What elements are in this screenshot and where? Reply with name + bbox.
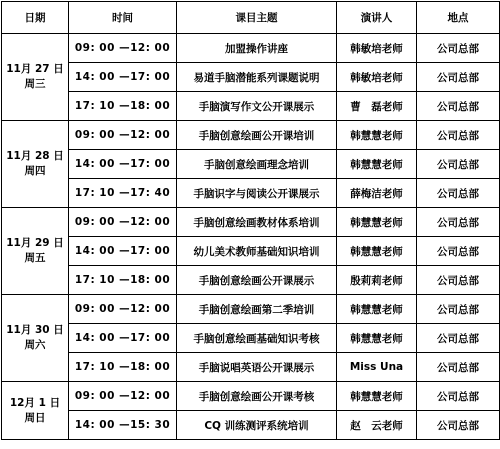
time-cell: 14: 00 —17: 00 [69,324,177,353]
table-row [2,150,500,179]
date-text: 11月 29 日 [6,237,64,249]
table-row [2,92,500,121]
date-cell [2,121,69,208]
speaker-cell: 韩慧慧老师 [337,121,417,150]
speaker-cell: 韩慧慧老师 [337,208,417,237]
time-cell: 14: 00 —17: 00 [69,63,177,92]
place-cell: 公司总部 [417,179,500,208]
weekday-text: 周日 [24,411,46,424]
table-row [2,237,500,266]
topic-cell: 手脑演写作文公开课展示 [177,92,337,121]
header-time: 时间 [69,2,177,34]
table-row [2,353,500,382]
topic-cell: 手脑创意绘画基础知识考核 [177,324,337,353]
speaker-cell: 韩慧慧老师 [337,324,417,353]
speaker-cell: 韩慧慧老师 [337,150,417,179]
table-row [2,382,500,411]
topic-cell: 手脑创意绘画公开课培训 [177,121,337,150]
topic-cell: 手脑创意绘画公开课展示 [177,266,337,295]
table-row [2,121,500,150]
speaker-cell: 赵 云老师 [337,411,417,440]
header-row [2,2,500,34]
header-date: 日期 [2,2,69,34]
weekday-text: 周四 [24,165,46,177]
topic-cell: CQ 训练测评系统培训 [177,411,337,440]
speaker-cell: 韩慧慧老师 [337,295,417,324]
topic-cell: 手脑创意绘画理念培训 [177,150,337,179]
speaker-cell: 韩慧慧老师 [337,237,417,266]
place-cell: 公司总部 [417,237,500,266]
date-text: 11月 28 日 [6,150,64,162]
date-text: 12月 1 日 [9,396,61,409]
time-cell: 17: 10 —17: 40 [69,179,177,208]
table-row [2,411,500,440]
place-cell: 公司总部 [417,382,500,411]
table-row [2,295,500,324]
weekday-text: 周五 [24,252,46,264]
schedule-body [2,34,500,440]
place-cell: 公司总部 [417,353,500,382]
topic-cell: 加盟操作讲座 [177,34,337,63]
date-cell [2,382,69,440]
time-cell: 09: 00 —12: 00 [69,34,177,63]
speaker-cell: 韩慧慧老师 [337,382,417,411]
time-cell: 14: 00 —15: 30 [69,411,177,440]
date-cell [2,295,69,382]
topic-cell: 手脑创意绘画教材体系培训 [177,208,337,237]
topic-cell: 手脑创意绘画公开课考核 [177,382,337,411]
time-cell: 17: 10 —18: 00 [69,266,177,295]
time-cell: 17: 10 —18: 00 [69,92,177,121]
speaker-cell: 韩敏培老师 [337,63,417,92]
speaker-cell: 殷莉莉老师 [337,266,417,295]
time-cell: 14: 00 —17: 00 [69,150,177,179]
topic-cell: 手脑创意绘画第二季培训 [177,295,337,324]
place-cell: 公司总部 [417,150,500,179]
date-cell [2,34,69,121]
time-cell: 17: 10 —18: 00 [69,353,177,382]
time-cell: 09: 00 —12: 00 [69,295,177,324]
date-cell [2,208,69,295]
header-place: 地点 [417,2,500,34]
place-cell: 公司总部 [417,411,500,440]
place-cell: 公司总部 [417,63,500,92]
date-text: 11月 30 日 [6,324,64,336]
schedule-table [1,1,500,440]
topic-cell: 易道手脑潜能系列课题说明 [177,63,337,92]
time-cell: 09: 00 —12: 00 [69,121,177,150]
table-row [2,34,500,63]
header-topic: 课目主题 [177,2,337,34]
place-cell: 公司总部 [417,121,500,150]
topic-cell: 手脑识字与阅读公开课展示 [177,179,337,208]
time-cell: 09: 00 —12: 00 [69,382,177,411]
place-cell: 公司总部 [417,324,500,353]
header-speaker: 演讲人 [337,2,417,34]
date-text: 11月 27 日 [6,63,64,75]
place-cell: 公司总部 [417,208,500,237]
table-row [2,324,500,353]
time-cell: 09: 00 —12: 00 [69,208,177,237]
table-row [2,208,500,237]
table-row [2,63,500,92]
topic-cell: 手脑说唱英语公开课展示 [177,353,337,382]
time-cell: 14: 00 —17: 00 [69,237,177,266]
place-cell: 公司总部 [417,34,500,63]
weekday-text: 周三 [24,78,46,90]
place-cell: 公司总部 [417,295,500,324]
speaker-cell: 曹 磊老师 [337,92,417,121]
speaker-cell: 薛梅洁老师 [337,179,417,208]
topic-cell: 幼儿美术教师基础知识培训 [177,237,337,266]
schedule-header [2,2,500,34]
place-cell: 公司总部 [417,266,500,295]
speaker-cell: Miss Una [337,353,417,382]
table-row [2,179,500,208]
table-row [2,266,500,295]
weekday-text: 周六 [24,339,46,351]
speaker-cell: 韩敏培老师 [337,34,417,63]
place-cell: 公司总部 [417,92,500,121]
